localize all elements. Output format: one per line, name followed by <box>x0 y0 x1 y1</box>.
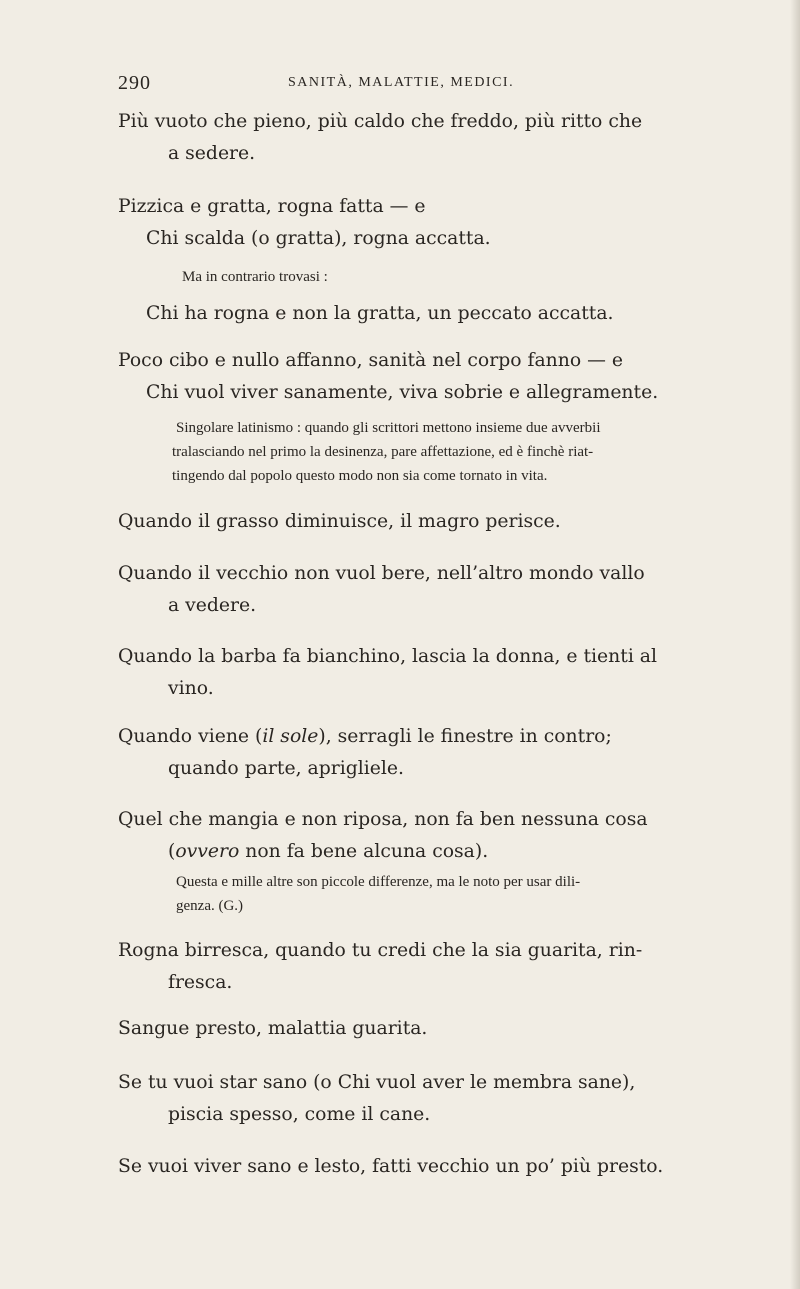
proverb-line: vino. <box>168 678 214 699</box>
proverb-8 <box>118 804 718 868</box>
proverb-line: a vedere. <box>168 595 257 616</box>
proverb-line: piscia spesso, come il cane. <box>168 1104 431 1125</box>
proverb-line: Chi scalda (o gratta), rogna accatta. <box>146 228 491 249</box>
proverb-11 <box>118 1067 718 1131</box>
proverb-9 <box>118 935 718 999</box>
proverb-2 <box>118 191 718 255</box>
running-head: SANITÀ, MALATTIE, MEDICI. <box>288 75 515 90</box>
note-3 <box>172 416 734 488</box>
note-2 <box>182 265 744 289</box>
proverb-line: Poco cibo e nullo affanno, sanità nel corpo fanno — e <box>118 350 623 371</box>
proverb-4 <box>118 506 718 538</box>
note-line: genza. (G.) <box>176 898 244 914</box>
note-line: Singolare latinismo : quando gli scrittori mettono insieme due avverbii <box>176 420 601 436</box>
page-number: 290 <box>118 72 151 94</box>
page-edge-shadow <box>790 0 800 1289</box>
proverb-line: Quando la barba fa bianchino, lascia la donna, e tienti al <box>118 646 657 667</box>
proverb-line: Pizzica e gratta, rogna fatta — e <box>118 196 426 217</box>
proverb-line: Quel che mangia e non riposa, non fa ben nessuna cosa <box>118 809 648 830</box>
proverb-2-extra <box>118 298 718 330</box>
proverb-line: Più vuoto che pieno, più caldo che freddo, più ritto che <box>118 111 643 132</box>
proverb-12 <box>118 1151 718 1183</box>
proverb-line: quando parte, aprigliele. <box>168 758 404 779</box>
proverb-line: Sangue presto, malattia guarita. <box>118 1018 428 1039</box>
proverb-7 <box>118 721 718 785</box>
proverb-line: Quando il grasso diminuisce, il magro perisce. <box>118 511 561 532</box>
proverb-3 <box>118 345 718 409</box>
proverb-line: Rogna birresca, quando tu credi che la sia guarita, rin- <box>118 940 643 961</box>
proverb-line: Se tu vuoi star sano (o Chi vuol aver le membra sane), <box>118 1072 636 1093</box>
proverb-10 <box>118 1013 718 1045</box>
proverb-line: fresca. <box>168 972 233 993</box>
proverb-line: Chi vuol viver sanamente, viva sobrie e allegramente. <box>146 382 659 403</box>
note-line: Questa e mille altre son piccole differenze, ma le noto per usar dili- <box>176 874 581 890</box>
proverb-line: a sedere. <box>168 143 256 164</box>
proverb-line: (ovvero non fa bene alcuna cosa). <box>168 841 489 862</box>
proverb-1 <box>118 106 718 170</box>
note-line: tralasciando nel primo la desinenza, pare affettazione, ed è finchè riat- <box>172 444 594 460</box>
proverb-6 <box>118 641 718 705</box>
page-header <box>118 72 718 96</box>
proverb-line: Chi ha rogna e non la gratta, un peccato accatta. <box>146 303 614 324</box>
proverb-line: Se vuoi viver sano e lesto, fatti vecchio un po’ più presto. <box>118 1156 664 1177</box>
note-line: Ma in contrario trovasi : <box>182 269 328 285</box>
proverb-line: Quando viene (il sole), serragli le finestre in contro; <box>118 726 612 747</box>
note-8 <box>176 870 738 918</box>
note-line: tingendo dal popolo questo modo non sia come tornato in vita. <box>172 468 548 484</box>
proverb-5 <box>118 558 718 622</box>
proverb-line: Quando il vecchio non vuol bere, nell’altro mondo vallo <box>118 563 645 584</box>
